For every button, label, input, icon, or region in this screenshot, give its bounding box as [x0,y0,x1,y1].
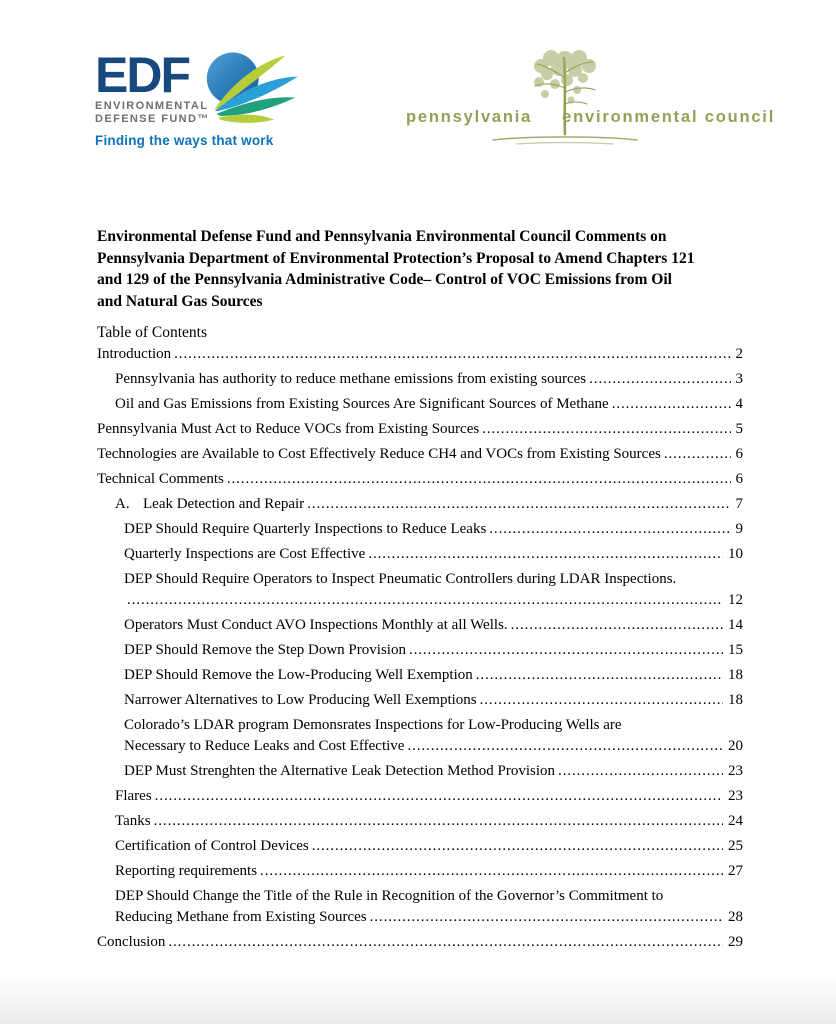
toc-entry-row [124,736,743,757]
toc-entry-row [97,444,743,465]
toc-page-number: 7 [735,496,743,512]
toc-dot-leader [489,519,730,540]
toc-entry [97,761,743,782]
toc-entry-text: Reporting requirements [115,863,258,879]
toc-entry [97,615,743,636]
toc-entry [97,886,743,928]
toc-page-number: 25 [728,838,743,854]
toc-page-number: 3 [735,371,743,387]
document-content [97,226,743,957]
toc-entry-row [115,861,743,882]
toc-entry [97,369,743,390]
edf-logo [95,47,300,148]
toc-entry-wrap-line [124,569,743,590]
toc-entry-text: Operators Must Conduct AVO Inspections Monthly at all Wells. [124,617,508,633]
toc-page-number: 20 [728,738,743,754]
toc-dot-leader [589,369,730,390]
toc-dot-leader [307,494,730,515]
title-line: and 129 of the Pennsylvania Administrative Code– Control of VOC Emissions from Oil [97,271,672,288]
toc-page-number: 10 [728,546,743,562]
toc-page-number: 14 [728,617,743,633]
title-line: Pennsylvania Department of Environmental Protection’s Proposal to Amend Chapters 121 [97,249,695,267]
toc-entry [97,544,743,565]
edf-acronym-text: EDF [95,47,189,103]
toc-entry-text: DEP Should Require Operators to Inspect Pneumatic Controllers during LDAR Inspections. [124,571,677,587]
title-line: Environmental Defense Fund and Pennsylvania Environmental Council Comments on [97,228,667,245]
toc-entry-text: Conclusion [97,934,166,950]
toc-dot-leader [407,736,723,757]
toc-entry-row [124,665,743,686]
toc-entry-wrap-line [115,886,743,907]
toc-dot-leader [409,640,723,661]
toc-entry-row [97,344,743,365]
toc-entry-text: Flares [115,788,152,804]
pec-word-gap [532,108,562,127]
toc-entry [97,665,743,686]
toc-entry-wrap-line [124,715,743,736]
toc-entry-row [97,419,743,440]
toc-entry [97,444,743,465]
toc-page-number: 5 [735,421,743,437]
toc-dot-leader [476,665,723,686]
toc-page-number: 12 [728,592,743,608]
toc-entry-row [115,836,743,857]
toc-entry-text: Necessary to Reduce Leaks and Cost Effective [124,738,405,754]
toc-page-number: 18 [728,692,743,708]
toc-dot-leader [368,544,723,565]
toc-entry-row [115,786,743,807]
pec-tree-icon [455,46,675,155]
toc-entry-row [115,369,743,390]
toc-entry-text: Colorado’s LDAR program Demonsrates Inspections for Low-Producing Wells are [124,717,622,733]
toc-entry-text: Pennsylvania has authority to reduce methane emissions from existing sources [115,371,587,387]
toc-entry [97,419,743,440]
toc-entry-text: Technical Comments [97,471,224,487]
toc-entry-row [115,811,743,832]
toc-entry-text: Pennsylvania Must Act to Reduce VOCs from Existing Sources [97,421,480,437]
toc-entry-row [97,469,743,490]
document-title [97,226,743,312]
toc-entry [97,344,743,365]
toc-entry [97,690,743,711]
toc-dot-leader [511,615,723,636]
toc-entry-row [124,590,743,611]
toc-entry-row [124,761,743,782]
toc-entry-text: DEP Should Require Quarterly Inspections to Reduce Leaks [124,521,487,537]
toc-entry-text: Reducing Methane from Existing Sources [115,909,367,925]
toc-entry-row [97,932,743,953]
toc-dot-leader [482,419,730,440]
edf-tagline-text: Finding the ways that work [95,133,274,148]
toc-entry-row [124,640,743,661]
toc-page-number: 27 [728,863,743,879]
title-line: and Natural Gas Sources [97,292,263,310]
toc-page-number: 6 [735,471,743,487]
toc-entry-row [124,690,743,711]
toc-dot-leader [155,786,723,807]
toc-heading: Table of Contents [97,324,207,341]
toc-page-number: 6 [735,446,743,462]
toc-entry [97,494,743,515]
toc-entry [97,932,743,953]
toc-entry-text: Leak Detection and Repair [143,496,305,512]
toc-dot-leader [168,932,723,953]
toc-page-number: 28 [728,909,743,925]
toc-entry-text: Quarterly Inspections are Cost Effective [124,546,366,562]
edf-name-line1: ENVIRONMENTAL [95,100,209,112]
toc-entry-row [115,907,743,928]
toc-page-number: 24 [728,813,743,829]
toc-entry-text: DEP Should Remove the Low-Producing Well Exemption [124,667,473,683]
toc-entry-row [115,494,743,515]
toc-dot-leader [370,907,723,928]
toc-entry-text: DEP Should Change the Title of the Rule in Recognition of the Governor’s Commitment to [115,888,664,904]
toc-page-number: 4 [735,396,743,412]
toc-entry-text: Narrower Alternatives to Low Producing Well Exemptions [124,692,477,708]
toc-entry-row [124,519,743,540]
toc-dot-leader [260,861,723,882]
toc-page-number: 15 [728,642,743,658]
toc-entry [97,786,743,807]
toc-entry-row [124,615,743,636]
toc-entry-text: Technologies are Available to Cost Effectively Reduce CH4 and VOCs from Existing Sources [97,446,661,462]
toc-entry-text: DEP Should Remove the Step Down Provision [124,642,406,658]
toc-entry-row [124,544,743,565]
toc-dot-leader [127,590,723,611]
toc-page-number: 2 [735,346,743,362]
toc-dot-leader [154,811,723,832]
toc-entry [97,469,743,490]
toc-entries [97,344,743,953]
pec-logo [406,52,778,142]
toc-entry [97,715,743,757]
toc-entry [97,640,743,661]
edf-globe-leaf-icon [203,50,299,131]
toc-entry-prefix: A. [115,496,130,512]
edf-name-line2: DEFENSE FUND™ [95,113,210,125]
toc-dot-leader [612,394,731,415]
toc-entry [97,811,743,832]
logo-header [95,47,778,148]
toc-entry-text: DEP Must Strenghten the Alternative Leak Detection Method Provision [124,763,556,779]
toc-entry-text: Tanks [115,813,151,829]
toc-entry [97,519,743,540]
toc-entry [97,394,743,415]
toc-dot-leader [227,469,731,490]
toc-dot-leader [480,690,723,711]
toc-dot-leader [174,344,730,365]
toc-dot-leader [312,836,723,857]
toc-page-number: 9 [735,521,743,537]
toc-page-number: 29 [728,934,743,950]
toc-entry [97,861,743,882]
toc-page-number: 18 [728,667,743,683]
toc-entry-text: Certification of Control Devices [115,838,309,854]
toc-entry [97,569,743,611]
toc-entry-text: Introduction [97,346,172,362]
toc-dot-leader [664,444,731,465]
toc-page-number: 23 [728,763,743,779]
toc-page-number: 23 [728,788,743,804]
toc-entry-row [115,394,743,415]
pec-word-environmental-council: environmental council [562,108,776,126]
toc-dot-leader [558,761,723,782]
toc-entry [97,836,743,857]
toc-entry-text: Oil and Gas Emissions from Existing Sources Are Significant Sources of Methane [115,396,609,412]
pec-word-pennsylvania: pennsylvania [406,108,533,126]
